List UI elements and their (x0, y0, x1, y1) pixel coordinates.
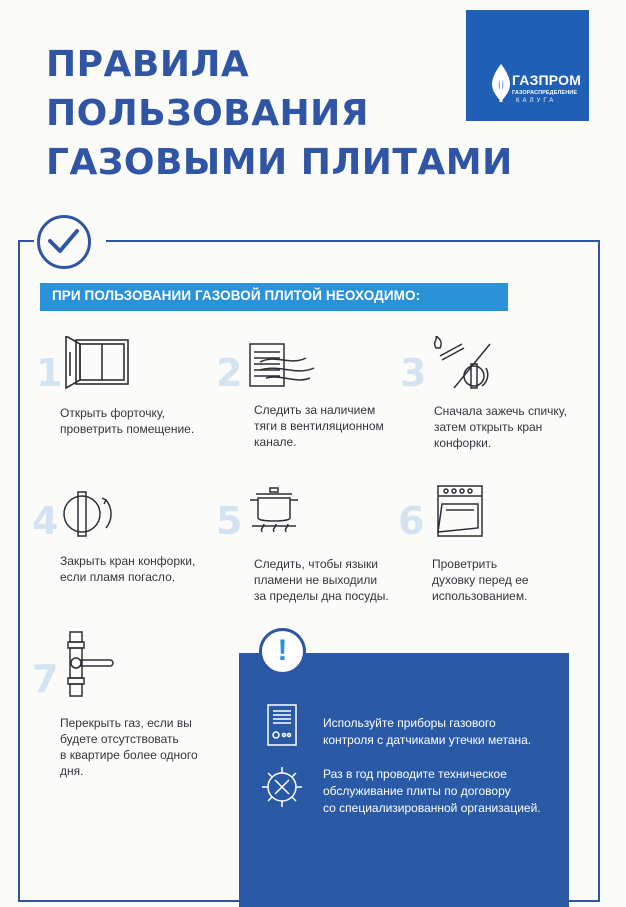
step-3 (400, 336, 590, 456)
step-number: 3 (400, 351, 427, 395)
gazprom-flame-icon (488, 62, 514, 104)
step-text: Сначала зажечь спичку, затем открыть кран конфорки. (434, 404, 567, 450)
checkmark-icon (40, 218, 88, 266)
step-1 (36, 336, 216, 446)
gas-detector-icon (264, 703, 300, 749)
step-text: Проветрить духовку перед ее использованием. (432, 557, 529, 603)
pot-on-flame-icon (246, 484, 316, 540)
step-4 (32, 488, 222, 598)
gas-valve-icon (60, 630, 140, 702)
section-banner: ПРИ ПОЛЬЗОВАНИИ ГАЗОВОЙ ПЛИТОЙ НЕОХОДИМО: (40, 283, 508, 311)
logo-subtitle: ГАЗОРАСПРЕДЕЛЕНИЕ (512, 90, 578, 96)
step-text: Следить за наличием тяги в вентиляционном канале. (254, 403, 384, 449)
step-2 (216, 336, 406, 456)
step-text: Перекрыть газ, если вы будете отсутствовать в квартире более одного дня. (60, 716, 198, 778)
step-7 (32, 630, 232, 790)
step-6 (398, 484, 578, 614)
step-5 (216, 484, 416, 614)
gazprom-logo (466, 10, 589, 121)
alert-icon: ! (259, 628, 306, 675)
logo-city: КАЛУГА (516, 98, 557, 104)
oven-icon (434, 484, 488, 540)
title-line-3: ГАЗОВЫМИ ПЛИТАМИ (46, 142, 513, 183)
step-number: 7 (32, 657, 59, 701)
step-text: Открыть форточку, проветрить помещение. (60, 406, 195, 436)
title-line-2: ПОЛЬЗОВАНИЯ (46, 93, 370, 134)
window-icon (60, 336, 150, 394)
ventilation-icon (246, 340, 326, 392)
step-text: Закрыть кран конфорки, если пламя погасло. (60, 554, 196, 584)
callout-item-1: Используйте приборы газового контроля с датчиками утечки метана. (323, 716, 532, 747)
match-and-knob-icon (428, 336, 498, 392)
logo-brand: ГАЗПРОМ (512, 72, 582, 88)
step-text: Следить, чтобы языки пламени не выходили за пределы дна посуды. (254, 557, 389, 603)
page-title (46, 40, 513, 187)
step-number: 2 (216, 351, 243, 395)
callout-item-2: Раз в год проводите техническое обслуживание плиты по договору со специализированной организацией. (323, 767, 541, 815)
title-line-1: ПРАВИЛА (46, 44, 250, 85)
burner-knob-icon (54, 488, 120, 544)
step-number: 4 (32, 499, 59, 543)
checkmark-badge (37, 215, 91, 269)
step-number: 6 (398, 499, 425, 543)
step-number: 1 (36, 351, 63, 395)
step-number: 5 (216, 499, 243, 543)
service-gear-icon (259, 764, 305, 810)
